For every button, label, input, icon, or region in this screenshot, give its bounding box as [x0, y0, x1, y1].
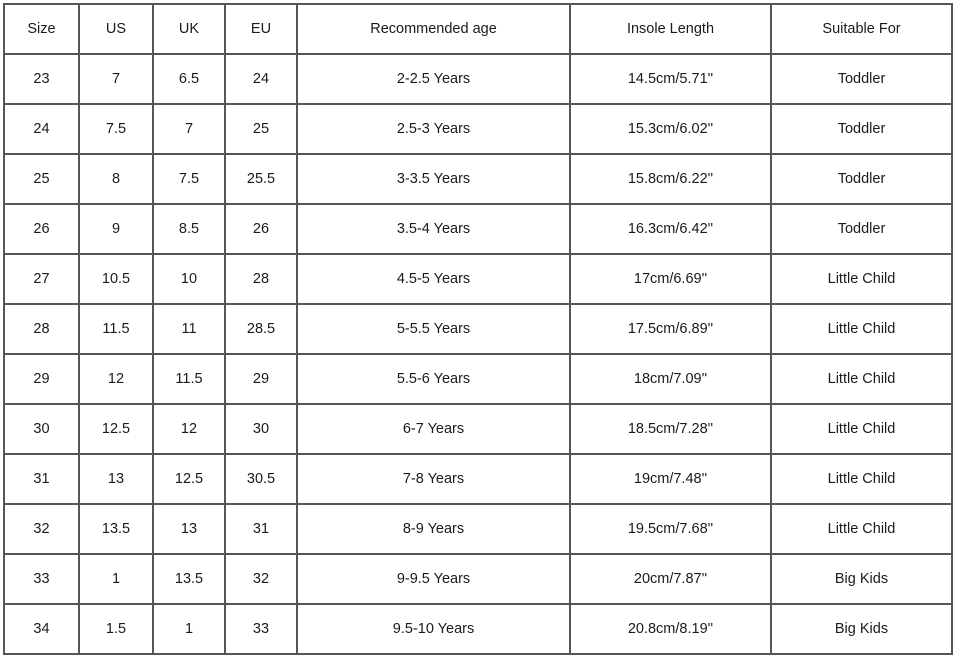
cell-insole-length: 19.5cm/7.68'' — [570, 504, 771, 554]
cell-size: 31 — [4, 454, 79, 504]
cell-size: 26 — [4, 204, 79, 254]
cell-us: 12.5 — [79, 404, 153, 454]
header-eu: EU — [225, 4, 297, 54]
table-row — [4, 54, 952, 104]
cell-insole-length: 20.8cm/8.19'' — [570, 604, 771, 654]
cell-suitable-for: Little Child — [771, 454, 952, 504]
cell-uk: 12 — [153, 404, 225, 454]
cell-uk: 7 — [153, 104, 225, 154]
cell-eu: 25 — [225, 104, 297, 154]
size-chart-table — [3, 3, 953, 655]
cell-uk: 10 — [153, 254, 225, 304]
cell-size: 23 — [4, 54, 79, 104]
cell-insole-length: 18cm/7.09'' — [570, 354, 771, 404]
table-row — [4, 254, 952, 304]
cell-uk: 1 — [153, 604, 225, 654]
cell-insole-length: 18.5cm/7.28'' — [570, 404, 771, 454]
cell-eu: 33 — [225, 604, 297, 654]
cell-uk: 6.5 — [153, 54, 225, 104]
cell-recommended-age: 3.5-4 Years — [297, 204, 570, 254]
cell-eu: 30 — [225, 404, 297, 454]
cell-size: 32 — [4, 504, 79, 554]
cell-size: 33 — [4, 554, 79, 604]
cell-size: 29 — [4, 354, 79, 404]
cell-suitable-for: Big Kids — [771, 604, 952, 654]
cell-suitable-for: Toddler — [771, 204, 952, 254]
table-row — [4, 104, 952, 154]
size-chart-body — [4, 54, 952, 654]
cell-us: 8 — [79, 154, 153, 204]
cell-suitable-for: Little Child — [771, 304, 952, 354]
cell-eu: 26 — [225, 204, 297, 254]
cell-size: 24 — [4, 104, 79, 154]
cell-uk: 11 — [153, 304, 225, 354]
cell-uk: 12.5 — [153, 454, 225, 504]
cell-insole-length: 16.3cm/6.42'' — [570, 204, 771, 254]
cell-uk: 7.5 — [153, 154, 225, 204]
cell-recommended-age: 4.5-5 Years — [297, 254, 570, 304]
cell-recommended-age: 9-9.5 Years — [297, 554, 570, 604]
cell-insole-length: 19cm/7.48'' — [570, 454, 771, 504]
cell-us: 12 — [79, 354, 153, 404]
cell-uk: 13 — [153, 504, 225, 554]
header-size: Size — [4, 4, 79, 54]
size-chart — [3, 3, 953, 655]
cell-us: 7 — [79, 54, 153, 104]
table-row — [4, 404, 952, 454]
cell-recommended-age: 2.5-3 Years — [297, 104, 570, 154]
cell-recommended-age: 5.5-6 Years — [297, 354, 570, 404]
table-row — [4, 604, 952, 654]
cell-us: 7.5 — [79, 104, 153, 154]
cell-insole-length: 20cm/7.87'' — [570, 554, 771, 604]
header-recommended-age: Recommended age — [297, 4, 570, 54]
cell-recommended-age: 2-2.5 Years — [297, 54, 570, 104]
cell-suitable-for: Toddler — [771, 154, 952, 204]
cell-uk: 13.5 — [153, 554, 225, 604]
cell-us: 13.5 — [79, 504, 153, 554]
cell-recommended-age: 7-8 Years — [297, 454, 570, 504]
table-row — [4, 204, 952, 254]
table-row — [4, 154, 952, 204]
cell-eu: 28.5 — [225, 304, 297, 354]
cell-eu: 25.5 — [225, 154, 297, 204]
cell-suitable-for: Little Child — [771, 254, 952, 304]
table-row — [4, 304, 952, 354]
cell-eu: 24 — [225, 54, 297, 104]
cell-recommended-age: 8-9 Years — [297, 504, 570, 554]
cell-recommended-age: 3-3.5 Years — [297, 154, 570, 204]
cell-suitable-for: Toddler — [771, 54, 952, 104]
cell-recommended-age: 5-5.5 Years — [297, 304, 570, 354]
cell-size: 27 — [4, 254, 79, 304]
cell-eu: 28 — [225, 254, 297, 304]
header-us: US — [79, 4, 153, 54]
cell-eu: 30.5 — [225, 454, 297, 504]
cell-suitable-for: Big Kids — [771, 554, 952, 604]
cell-eu: 31 — [225, 504, 297, 554]
header-uk: UK — [153, 4, 225, 54]
cell-insole-length: 17.5cm/6.89'' — [570, 304, 771, 354]
cell-size: 25 — [4, 154, 79, 204]
cell-insole-length: 15.3cm/6.02'' — [570, 104, 771, 154]
cell-us: 9 — [79, 204, 153, 254]
cell-insole-length: 14.5cm/5.71'' — [570, 54, 771, 104]
cell-us: 1 — [79, 554, 153, 604]
cell-suitable-for: Little Child — [771, 404, 952, 454]
cell-us: 1.5 — [79, 604, 153, 654]
cell-size: 34 — [4, 604, 79, 654]
cell-us: 10.5 — [79, 254, 153, 304]
table-row — [4, 454, 952, 504]
header-row — [4, 4, 952, 54]
cell-us: 13 — [79, 454, 153, 504]
cell-uk: 11.5 — [153, 354, 225, 404]
cell-insole-length: 17cm/6.69'' — [570, 254, 771, 304]
cell-eu: 32 — [225, 554, 297, 604]
cell-size: 30 — [4, 404, 79, 454]
cell-insole-length: 15.8cm/6.22'' — [570, 154, 771, 204]
cell-suitable-for: Toddler — [771, 104, 952, 154]
cell-suitable-for: Little Child — [771, 504, 952, 554]
cell-recommended-age: 9.5-10 Years — [297, 604, 570, 654]
table-row — [4, 554, 952, 604]
cell-uk: 8.5 — [153, 204, 225, 254]
table-row — [4, 504, 952, 554]
cell-size: 28 — [4, 304, 79, 354]
header-suitable-for: Suitable For — [771, 4, 952, 54]
table-row — [4, 354, 952, 404]
header-insole-length: Insole Length — [570, 4, 771, 54]
cell-eu: 29 — [225, 354, 297, 404]
cell-suitable-for: Little Child — [771, 354, 952, 404]
cell-us: 11.5 — [79, 304, 153, 354]
cell-recommended-age: 6-7 Years — [297, 404, 570, 454]
